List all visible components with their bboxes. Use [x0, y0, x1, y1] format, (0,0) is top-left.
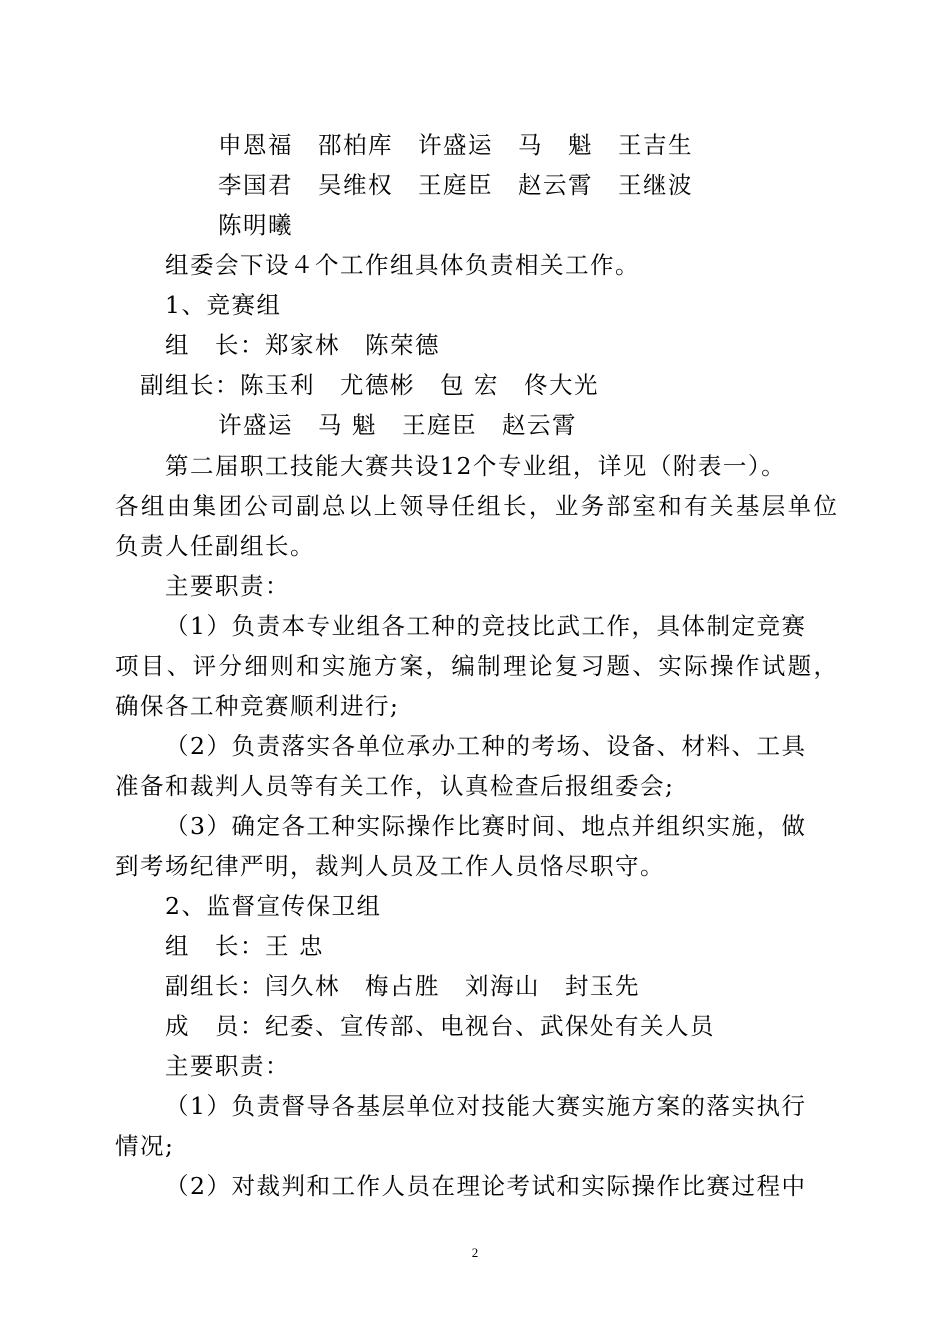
- duty-1-line-3: 确保各工种竞赛顺利进行;: [115, 692, 400, 720]
- paragraph-specialty-groups-line-3: 负责人任副组长。: [115, 532, 315, 560]
- deputy-leader-line-continued: 许盛运 马 魁 王庭臣 赵云霄: [218, 411, 577, 439]
- paragraph-working-groups: 组委会下设４个工作组具体负责相关工作。: [165, 251, 640, 279]
- main-duties-heading: 主要职责：: [165, 572, 290, 600]
- group-leader-line: 组 长：郑家林 陈荣德: [165, 331, 440, 359]
- section-heading-supervision-group: 2、监督宣传保卫组: [165, 892, 382, 920]
- member-names-line-1: 申恩福 邵柏库 许盛运 马 魁 王吉生: [218, 131, 693, 159]
- duty-3-line-2: 到考场纪律严明，裁判人员及工作人员恪尽职守。: [115, 852, 665, 880]
- duty-1-line-2: 项目、评分细则和实施方案，编制理论复习题、实际操作试题，: [115, 652, 837, 680]
- supervision-duty-1-line-2: 情况;: [115, 1132, 175, 1160]
- supervision-duty-2-line-1: （2）对裁判和工作人员在理论考试和实际操作比赛过程中: [165, 1172, 807, 1200]
- duty-1-line-1: （1）负责本专业组各工种的竞技比武工作，具体制定竞赛: [165, 612, 807, 640]
- supervision-duties-heading: 主要职责：: [165, 1052, 290, 1080]
- supervision-deputy-line: 副组长：闫久林 梅占胜 刘海山 封玉先: [165, 972, 640, 1000]
- page-number: 2: [471, 1245, 479, 1260]
- deputy-leader-line: 副组长：陈玉利 尤德彬 包 宏 佟大光: [140, 371, 599, 399]
- duty-2-line-2: 准备和裁判人员等有关工作，认真检查后报组委会;: [115, 772, 675, 800]
- member-names-line-3: 陈明曦: [218, 211, 293, 239]
- supervision-duty-1-line-1: （1）负责督导各基层单位对技能大赛实施方案的落实执行: [165, 1092, 807, 1120]
- member-names-line-2: 李国君 吴维权 王庭臣 赵云霄 王继波: [218, 171, 693, 199]
- duty-3-line-1: （3）确定各工种实际操作比赛时间、地点并组织实施，做: [165, 812, 807, 840]
- paragraph-specialty-groups-line-1: 第二届职工技能大赛共设12个专业组，详见（附表一）。: [165, 452, 787, 480]
- supervision-members-line: 成 员：纪委、宣传部、电视台、武保处有关人员: [165, 1012, 715, 1040]
- paragraph-specialty-groups-line-2: 各组由集团公司副总以上领导任组长，业务部室和有关基层单位: [115, 492, 837, 520]
- duty-2-line-1: （2）负责落实各单位承办工种的考场、设备、材料、工具: [165, 732, 807, 760]
- supervision-leader-line: 组 长：王 忠: [165, 932, 324, 960]
- section-heading-competition-group: 1、竞赛组: [165, 291, 282, 319]
